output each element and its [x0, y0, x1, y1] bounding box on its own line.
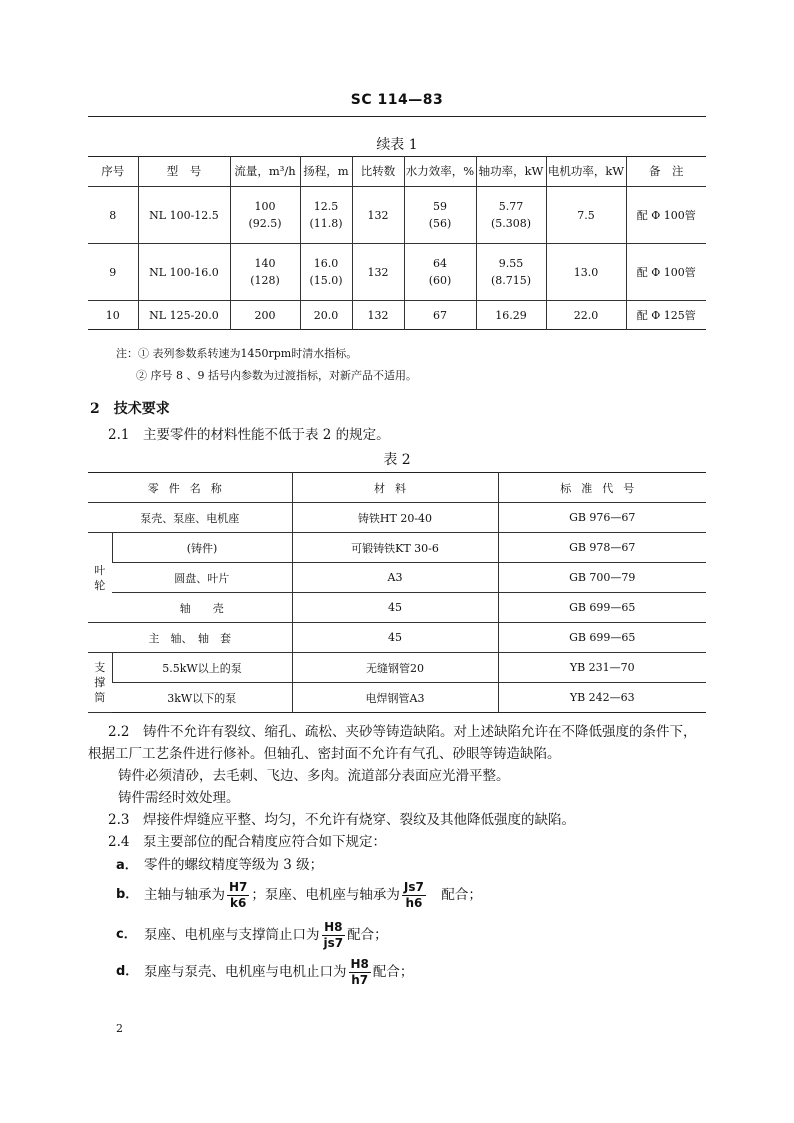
list-item-b: b． 主轴与轴承为 $\frac{H7}{k6}$ ；泵座、电机座与轴承为 $\frac{Js7}{h6}$ 配合；: [116, 879, 482, 910]
col-header: 型 号: [138, 157, 230, 187]
section-title: 2 技术要求: [90, 401, 170, 417]
pump-parameter-table: [88, 156, 706, 330]
cell-part: 5.5kW以上的泵: [112, 653, 292, 683]
cell-material: 无缝钢管20: [292, 653, 498, 683]
cell-motor: 22.0: [546, 301, 626, 330]
cell-no: 10: [105, 308, 120, 322]
cell-material: 铸铁HT 20-40: [292, 503, 498, 533]
paragraph-2-2-line2: 根据工厂工艺条件进行修补。但轴孔、密封面不允许有气孔、砂眼等铸造缺陷。: [88, 746, 561, 762]
group-impeller: 叶 轮: [88, 533, 112, 623]
cell-head: 20.0: [300, 301, 352, 330]
table-row: [88, 503, 706, 533]
paragraph-2-2-line1: 2.2 铸件不允许有裂纹、缩孔、疏松、夹砂等铸造缺陷。对上述缺陷允许在不降低强度的条件下，: [108, 724, 697, 740]
material-table: [88, 472, 706, 713]
cell-part: 3kW以下的泵: [167, 691, 237, 705]
col-header: 比转数: [352, 157, 404, 187]
col-header: 水力效率，%: [404, 157, 476, 187]
cell-head: 16.0 (15.0): [300, 244, 352, 301]
table-row: [88, 593, 706, 623]
col-header: 扬程，m: [300, 157, 352, 187]
table2-header-row: [88, 473, 706, 503]
table1-caption: 续表 1: [376, 137, 418, 153]
fit-fraction: $\frac{H8}{js7}$: [323, 919, 344, 950]
paragraph-2-3: 2.3 焊接件焊缝应平整、均匀，不允许有烧穿、裂纹及其他降低强度的缺陷。: [108, 812, 575, 828]
cell-model: NL 100-12.5: [138, 187, 230, 244]
table1-note-2: ② 序号 8 、9 括号内参数为过渡指标，对新产品不适用。: [136, 369, 417, 382]
cell-standard: GB 699—65: [498, 593, 706, 623]
cell-part: (铸件): [112, 533, 292, 563]
cell-eff: 64 (60): [404, 244, 476, 301]
cell-standard: GB 976—67: [498, 503, 706, 533]
paragraph-2-1: 2.1 主要零件的材料性能不低于表 2 的规定。: [108, 427, 390, 443]
cell-model: NL 100-16.0: [138, 244, 230, 301]
cell-material: 电焊钢管A3: [292, 683, 498, 713]
cell-note: 配 Φ 100管: [626, 187, 706, 244]
list-item-a: a． 零件的螺纹精度等级为 3 级；: [116, 855, 323, 876]
paragraph-2-2-line4: 铸件需经时效处理。: [118, 790, 240, 806]
cell-material: 可锻铸铁KT 30-6: [292, 533, 498, 563]
table-row: [88, 683, 706, 713]
cell-standard: YB 242—63: [498, 683, 706, 713]
col-header: 零件名称: [88, 473, 292, 503]
cell-flow: 140 (128): [230, 244, 300, 301]
cell-part: 轴 壳: [112, 593, 292, 623]
group-support: 支 撑 筒: [88, 653, 112, 713]
cell-flow: 100 (92.5): [230, 187, 300, 244]
cell-eff: 67: [404, 301, 476, 330]
cell-note: 配 Φ 100管: [626, 244, 706, 301]
table-row: [88, 623, 706, 653]
table-row: [88, 187, 706, 244]
cell-standard: GB 699—65: [498, 623, 706, 653]
cell-note: 配 Φ 125管: [626, 301, 706, 330]
list-label: a．: [116, 858, 138, 873]
table-row: [88, 563, 706, 593]
table1-header-row: [88, 157, 706, 187]
cell-shaft: 9.55 (8.715): [476, 244, 546, 301]
cell-part: 主 轴、 轴 套: [88, 623, 292, 653]
cell-ns: 132: [352, 301, 404, 330]
paragraph-2-2-line3: 铸件必须清砂，去毛刺、飞边、多肉。流道部分表面应光滑平整。: [118, 768, 510, 784]
cell-part: 泵壳、泵座、电机座: [88, 503, 292, 533]
fit-fraction: $\frac{H8}{h7}$: [350, 956, 369, 987]
cell-material: A3: [292, 563, 498, 593]
col-header: 材料: [292, 473, 498, 503]
cell-standard: YB 231—70: [498, 653, 706, 683]
header-rule: [88, 116, 706, 117]
cell-shaft: 5.77 (5.308): [476, 187, 546, 244]
cell-ns: 132: [352, 187, 404, 244]
cell-no: 8: [88, 187, 138, 244]
cell-model: NL 125-20.0: [138, 301, 230, 330]
table-row: [88, 244, 706, 301]
table-row: [88, 533, 706, 563]
cell-part: 圆盘、叶片: [112, 563, 292, 593]
fit-fraction: $\frac{Js7}{h6}$: [403, 879, 424, 910]
cell-motor: 7.5: [546, 187, 626, 244]
list-item-d: d． 泵座与泵壳、电机座与电机止口为 $\frac{H8}{h7}$ 配合；: [116, 956, 414, 987]
col-header: 电机功率，kW: [546, 157, 626, 187]
cell-material: 45: [292, 623, 498, 653]
list-label: b．: [116, 887, 139, 902]
col-header: 标准代号: [498, 473, 706, 503]
fit-fraction: $\frac{H7}{k6}$: [229, 879, 248, 910]
cell-flow: 200: [230, 301, 300, 330]
cell-shaft: 16.29: [476, 301, 546, 330]
table2-caption: 表 2: [383, 452, 411, 468]
cell-standard: GB 700—79: [498, 563, 706, 593]
cell-head: 12.5 (11.8): [300, 187, 352, 244]
page-header-code: SC 114—83: [350, 92, 444, 108]
col-header: 轴功率，kW: [476, 157, 546, 187]
cell-motor: 13.0: [546, 244, 626, 301]
page-number: 2: [116, 1022, 123, 1035]
paragraph-2-4: 2.4 泵主要部位的配合精度应符合如下规定：: [108, 834, 386, 850]
cell-eff: 59 (56): [404, 187, 476, 244]
list-label: d．: [116, 964, 139, 979]
col-header: 序号: [88, 157, 138, 187]
table1-note-1: 注：① 表列参数系转速为1450rpm时清水指标。: [116, 347, 358, 360]
col-header: 流量，m³/h: [230, 157, 300, 187]
col-header: 备 注: [626, 157, 706, 187]
table-row: [88, 301, 706, 330]
table-row: [88, 653, 706, 683]
cell-ns: 132: [352, 244, 404, 301]
list-item-c: c． 泵座、电机座与支撑筒止口为 $\frac{H8}{js7}$ 配合；: [116, 919, 388, 950]
cell-no: 9: [88, 244, 138, 301]
list-label: c．: [116, 927, 137, 942]
cell-standard: GB 978—67: [498, 533, 706, 563]
cell-material: 45: [292, 593, 498, 623]
